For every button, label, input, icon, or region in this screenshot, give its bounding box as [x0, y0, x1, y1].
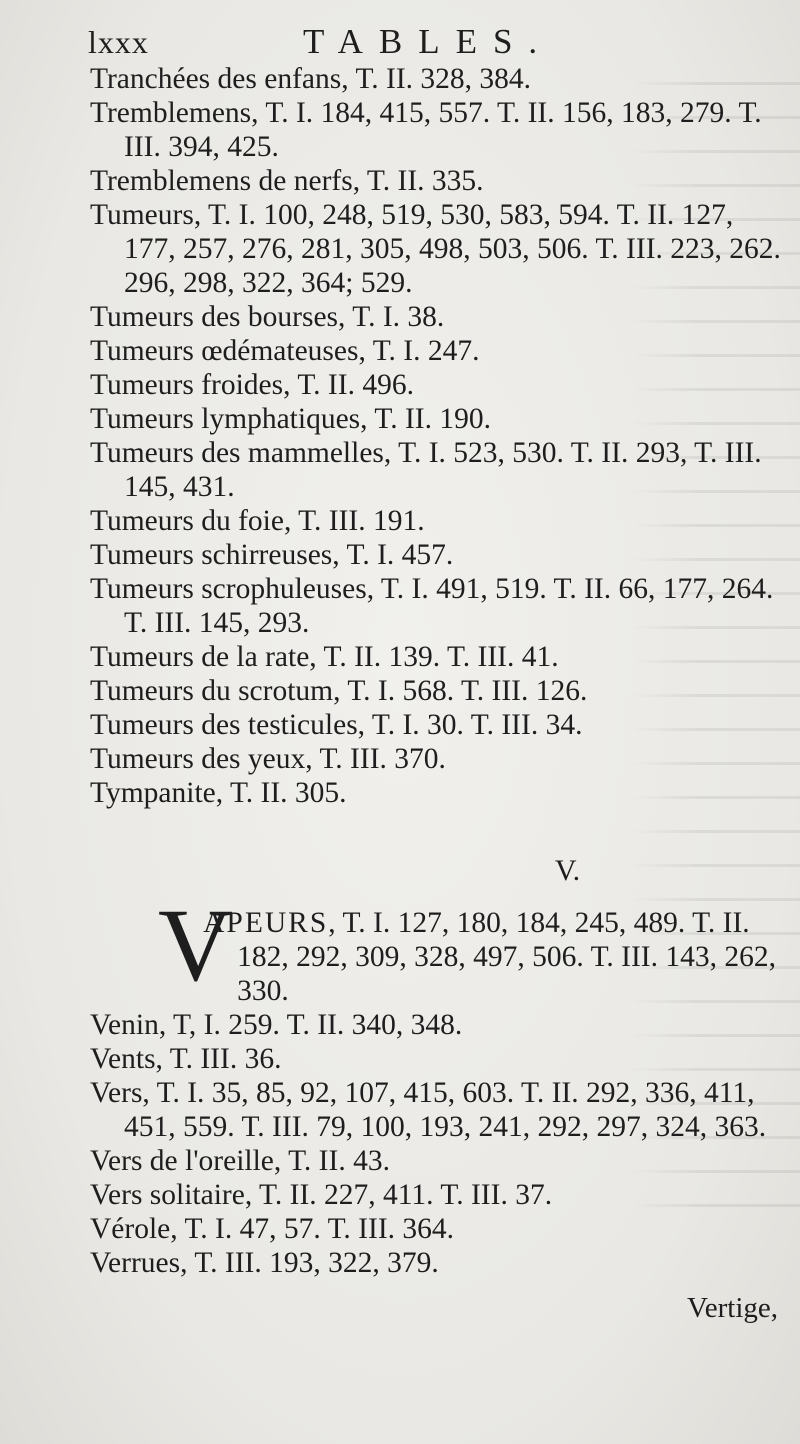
- section-heading: V.: [554, 854, 581, 887]
- index-entry: Tumeurs des testicules, T. I. 30. T. III. 34.: [90, 709, 583, 741]
- index-body: [90, 62, 790, 1280]
- index-entry: Tumeurs froides, T. II. 496.: [90, 369, 414, 401]
- lead-references: , T. I. 127, 180, 184, 245, 489. T. II. 182, 292, 309, 328, 497, 506. T. III. 143, 262, 330.: [237, 907, 777, 1007]
- index-entry: Tumeurs des bourses, T. I. 38.: [90, 301, 445, 333]
- folio-number: lxxx: [88, 24, 149, 60]
- index-entry: Tremblemens, T. I. 184, 415, 557. T. II. 156, 183, 279. T. III. 394, 425.: [90, 97, 762, 163]
- index-entry: Vérole, T. I. 47, 57. T. III. 364.: [90, 1213, 455, 1245]
- index-entry: Tumeurs schirreuses, T. I. 457.: [90, 539, 454, 571]
- index-entry: Tumeurs, T. I. 100, 248, 519, 530, 583, 594. T. II. 127, 177, 257, 276, 281, 305, 498, 503, 506. T. III. 223, 262. 296, 298, 322, 364; 529.: [90, 199, 781, 299]
- index-entry: Tumeurs de la rate, T. II. 139. T. III. 41.: [90, 641, 559, 673]
- index-entry: Tranchées des enfans, T. II. 328, 384.: [90, 63, 532, 95]
- index-entry: Tumeurs des mammelles, T. I. 523, 530. T. II. 293, T. III. 145, 431.: [90, 437, 762, 503]
- index-entry: Tumeurs scrophuleuses, T. I. 491, 519. T. II. 66, 177, 264. T. III. 145, 293.: [90, 573, 774, 639]
- running-title: TABLES.: [303, 22, 554, 61]
- index-entry: Verrues, T. III. 193, 322, 379.: [90, 1247, 439, 1279]
- index-entry: Vents, T. III. 36.: [90, 1043, 282, 1075]
- index-entry: Tremblemens de nerfs, T. II. 335.: [90, 165, 484, 197]
- section-lead-entry: [90, 888, 790, 1008]
- index-entry: Tumeurs œdémateuses, T. I. 247.: [90, 335, 480, 367]
- catchword: Vertige,: [687, 1292, 778, 1324]
- index-entry: Tumeurs des yeux, T. III. 370.: [90, 743, 446, 775]
- index-entry: Tumeurs lymphatiques, T. II. 190.: [90, 403, 491, 435]
- index-entry: Tumeurs du scrotum, T. I. 568. T. III. 126.: [90, 675, 588, 707]
- index-entry: Vers de l'oreille, T. II. 43.: [90, 1145, 390, 1177]
- index-entry: Vers solitaire, T. II. 227, 411. T. III. 37.: [90, 1179, 553, 1211]
- index-entry: Tumeurs du foie, T. III. 191.: [90, 505, 425, 537]
- index-entry: Tympanite, T. II. 305.: [90, 777, 347, 809]
- page-header: [88, 22, 778, 66]
- index-entry: Vers, T. I. 35, 85, 92, 107, 415, 603. T. II. 292, 336, 411, 451, 559. T. III. 79, 100, 193, 241, 292, 297, 324, 363.: [90, 1077, 767, 1143]
- lead-word: APEURS: [203, 907, 329, 939]
- drop-cap: V: [158, 888, 234, 1003]
- index-entry: Venin, T, I. 259. T. II. 340, 348.: [90, 1009, 463, 1041]
